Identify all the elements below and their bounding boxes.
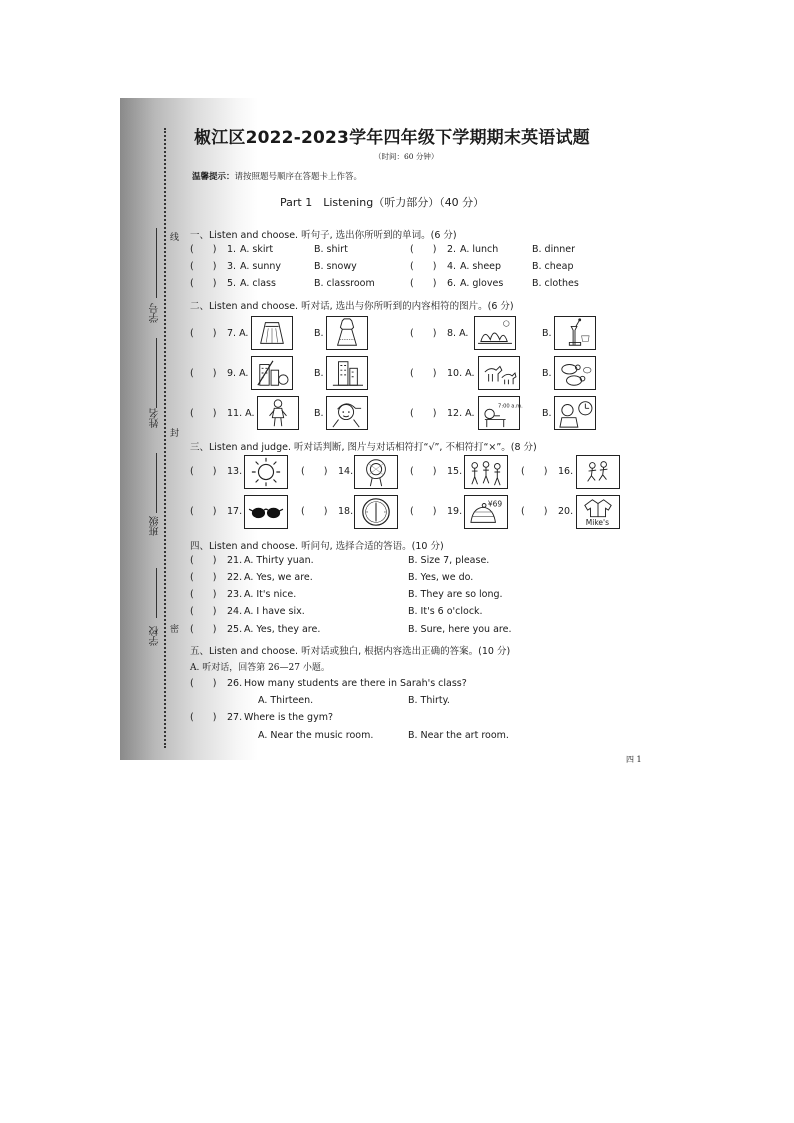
option-a: A. I have six. (244, 606, 305, 617)
item-number: 22. (227, 572, 243, 583)
section5-heading: 五、Listen and choose. 听对话或独白, 根据内容选出正确的答案。(10 分) (190, 646, 511, 657)
section2-heading: 二、Listen and choose. 听对话, 选出与你所听到的内容相符的图片。(6 分) (190, 301, 514, 312)
answer-paren[interactable]: ( ) (190, 244, 217, 255)
option-a: A. Thirteen. (258, 695, 314, 706)
exam-title: 椒江区2022-2023学年四年级下学期期末英语试题 (194, 128, 590, 148)
answer-paren[interactable]: ( ) (301, 466, 328, 477)
option-b: B. It's 6 o'clock. (408, 606, 483, 617)
answer-paren[interactable]: ( ) (410, 466, 437, 477)
item-number: 5. (227, 278, 237, 289)
option-b: B. clothes (532, 278, 579, 289)
boy-with-cap-picture (326, 396, 368, 430)
part1-heading: Part 1 Listening（听力部分）（40 分） (280, 196, 485, 209)
answer-paren[interactable]: ( ) (190, 506, 217, 517)
item-number: 13. (227, 466, 243, 477)
underline-class (156, 453, 157, 513)
page-number: 四 1 (626, 755, 642, 764)
item-number: 27. (227, 712, 243, 723)
item-number: 23. (227, 589, 243, 600)
section5-subheading: A. 听对话，回答第 26—27 小题。 (190, 663, 330, 673)
option-a: A. Yes, they are. (244, 624, 321, 635)
girl-picture (257, 396, 299, 430)
answer-paren[interactable]: ( ) (190, 555, 217, 566)
statue-of-liberty-picture (554, 316, 596, 350)
option-a: A. sunny (240, 261, 282, 272)
answer-paren[interactable]: ( ) (190, 589, 217, 600)
clock-picture (354, 495, 398, 529)
sun-picture (244, 455, 288, 489)
option-a: A. Thirty yuan. (244, 555, 314, 566)
item-number: 24. (227, 606, 243, 617)
option-b: B. Thirty. (408, 695, 450, 706)
children-playing-picture (464, 455, 508, 489)
label-class: 班级 (150, 516, 161, 536)
option-b: B. cheap (532, 261, 574, 272)
section1-heading: 一、Listen and choose. 听句子, 选出你所听到的单词。(6 分) (190, 230, 457, 241)
option-b: B. (542, 368, 552, 379)
tip-text: 请按照题号顺序在答题卡上作答。 (234, 172, 363, 182)
option-b: B. Sure, here you are. (408, 624, 512, 635)
option-b: B. (314, 368, 324, 379)
option-b: B. dinner (532, 244, 576, 255)
binding-dotted-line (164, 128, 166, 748)
item-number: 19. (447, 506, 463, 517)
item-number: 15. (447, 466, 463, 477)
option-a: A. sheep (460, 261, 502, 272)
answer-paren[interactable]: ( ) (190, 328, 217, 339)
option-b: B. Yes, we do. (408, 572, 474, 583)
answer-paren[interactable]: ( ) (410, 244, 437, 255)
item-number: 6. (447, 278, 457, 289)
item-number: 10. A. (447, 368, 475, 379)
scarf-picture (354, 455, 398, 489)
option-a: A. lunch (460, 244, 499, 255)
item-number: 7. A. (227, 328, 249, 339)
option-a: A. skirt (240, 244, 274, 255)
label-school: 学校 (150, 626, 161, 646)
section3-heading: 三、Listen and judge. 听对话判断, 图片与对话相符打“√”, 不相符打“×”。(8 分) (190, 442, 537, 453)
answer-paren[interactable]: ( ) (190, 261, 217, 272)
answer-paren[interactable]: ( ) (521, 466, 548, 477)
answer-paren[interactable]: ( ) (190, 606, 217, 617)
exam-tip (192, 170, 362, 182)
item-number: 1. (227, 244, 237, 255)
answer-paren[interactable]: ( ) (190, 368, 217, 379)
option-b: B. They are so long. (408, 589, 503, 600)
underline-school (156, 568, 157, 618)
answer-paren[interactable]: ( ) (190, 408, 217, 419)
breakfast-at-seven-picture (478, 396, 523, 430)
question-text: Where is the gym? (244, 712, 333, 723)
option-a: A. Near the music room. (258, 730, 374, 741)
option-a: A. It's nice. (244, 589, 297, 600)
option-b: B. (542, 408, 552, 419)
section4-heading: 四、Listen and choose. 听问句, 选择合适的答语。(10 分) (190, 541, 444, 552)
item-number: 9. A. (227, 368, 249, 379)
answer-paren[interactable]: ( ) (190, 624, 217, 635)
option-b: B. Near the art room. (408, 730, 509, 741)
option-a: A. gloves (460, 278, 504, 289)
item-number: 26. (227, 678, 243, 689)
exam-time: （时间：60 分钟） (374, 152, 439, 161)
answer-paren[interactable]: ( ) (190, 572, 217, 583)
item-number: 11. A. (227, 408, 255, 419)
item-number: 18. (338, 506, 354, 517)
buildings-picture (326, 356, 368, 390)
skirt-picture (251, 316, 293, 350)
clock-time-label: 7:00 a.m. (498, 403, 523, 410)
opera-house-picture (474, 316, 516, 350)
answer-paren[interactable]: ( ) (410, 506, 437, 517)
option-b: B. Size 7, please. (408, 555, 490, 566)
sheep-picture (554, 356, 596, 390)
tip-label: 温馨提示： (192, 172, 235, 182)
no-buildings-sign-picture (251, 356, 293, 390)
option-a: A. Yes, we are. (244, 572, 313, 583)
answer-paren[interactable]: ( ) (410, 261, 437, 272)
answer-paren[interactable]: ( ) (521, 506, 548, 517)
underline-student-id (156, 228, 157, 298)
answer-paren[interactable]: ( ) (410, 368, 437, 379)
answer-paren[interactable]: ( ) (410, 408, 437, 419)
sunglasses-picture (244, 495, 288, 529)
option-b: B. shirt (314, 244, 348, 255)
dress-picture (326, 316, 368, 350)
item-number: 16. (558, 466, 574, 477)
answer-paren[interactable]: ( ) (190, 678, 217, 689)
option-b: B. classroom (314, 278, 375, 289)
option-b: B. (542, 328, 552, 339)
kids-running-picture (576, 455, 620, 489)
price-label: ¥69 (487, 499, 503, 509)
option-a: A. class (240, 278, 276, 289)
seal-mark-line: 线 (170, 233, 180, 243)
answer-paren[interactable]: ( ) (190, 466, 217, 477)
option-b: B. (314, 408, 324, 419)
hat-price-picture (464, 495, 508, 529)
jacket-picture (576, 495, 620, 529)
jacket-label: Mike's (585, 518, 610, 528)
item-number: 14. (338, 466, 354, 477)
item-number: 3. (227, 261, 237, 272)
item-number: 20. (558, 506, 574, 517)
answer-paren[interactable]: ( ) (301, 506, 328, 517)
option-b: B. snowy (314, 261, 357, 272)
question-text: How many students are there in Sarah's class? (244, 678, 467, 689)
item-number: 4. (447, 261, 457, 272)
item-number: 8. A. (447, 328, 469, 339)
answer-paren[interactable]: ( ) (410, 278, 437, 289)
answer-paren[interactable]: ( ) (410, 328, 437, 339)
seal-mark-secret: 密 (170, 625, 180, 635)
label-student-id: 学号 (150, 303, 161, 323)
seal-mark-seal: 封 (170, 429, 180, 439)
option-b: B. (314, 328, 324, 339)
underline-name (156, 338, 157, 408)
label-name: 姓名 (150, 408, 161, 428)
item-number: 17. (227, 506, 243, 517)
answer-paren[interactable]: ( ) (190, 278, 217, 289)
boy-with-clock-picture (554, 396, 596, 430)
item-number: 25. (227, 624, 243, 635)
item-number: 2. (447, 244, 457, 255)
item-number: 12. A. (447, 408, 475, 419)
item-number: 21. (227, 555, 243, 566)
answer-paren[interactable]: ( ) (190, 712, 217, 723)
horses-picture (478, 356, 520, 390)
